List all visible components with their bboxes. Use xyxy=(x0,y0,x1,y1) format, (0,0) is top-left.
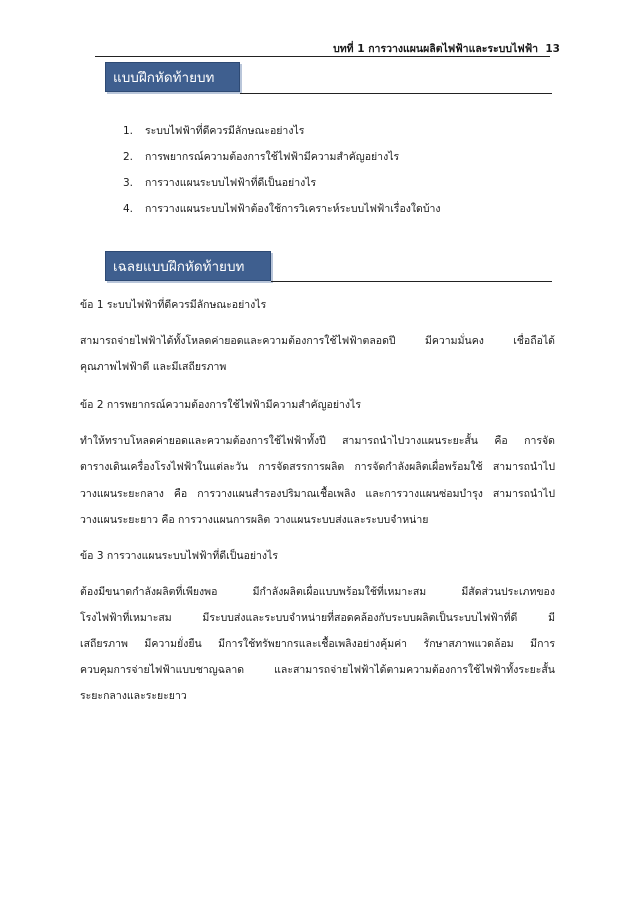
answer-2-question: ข้อ 2 การพยากรณ์ความต้องการใช้ไฟฟ้ามีความสำคัญอย่างไร xyxy=(80,399,361,411)
chapter-title: บทที่ 1 การวางแผนผลิตไฟฟ้าและระบบไฟฟ้า xyxy=(333,43,539,55)
header-divider xyxy=(95,56,550,57)
item-text: การพยากรณ์ความต้องการใช้ไฟฟ้ามีความสำคัญอย่างไร xyxy=(145,151,400,163)
item-text: การวางแผนระบบไฟฟ้าต้องใช้การวิเคราะห์ระบบไฟฟ้าเรื่องใดบ้าง xyxy=(145,203,441,215)
answer-3-line-3: เสถียรภาพ มีความยั่งยืน มีการใช้ทรัพยากรและเชื้อเพลิงอย่างคุ้มค่า รักษาสภาพแวดล้อม มีการ xyxy=(80,638,555,650)
answer-2-line-3: วางแผนระยะกลาง คือ การวางแผนสำรองปริมาณเชื้อเพลิง และการวางแผนซ่อมบำรุง สามารถนำไป xyxy=(80,488,555,500)
answer-1-line-2: คุณภาพไฟฟ้าดี และมีเสถียรภาพ xyxy=(80,361,227,373)
item-number: 1. xyxy=(123,125,134,137)
exercise-section-title: แบบฝึกหัดท้ายบท xyxy=(113,70,215,86)
answer-3-line-2: โรงไฟฟ้าที่เหมาะสม มีระบบส่งและระบบจำหน่ายที่สอดคล้องกับระบบผลิตเป็นระบบไฟฟ้าที่ดี มี xyxy=(80,612,555,624)
exercise-section-divider xyxy=(240,93,552,94)
item-text: การวางแผนระบบไฟฟ้าที่ดีเป็นอย่างไร xyxy=(145,177,317,189)
exercise-list xyxy=(123,124,441,228)
answer-1-line-1: สามารถจ่ายไฟฟ้าได้ทั้งโหลดค่ายอดและความต้องการใช้ไฟฟ้าตลอดปี มีความมั่นคง เชื่อถือได้ xyxy=(80,335,555,347)
answer-2-line-1: ทำให้ทราบโหลดค่ายอดและความต้องการใช้ไฟฟ้าทั้งปี สามารถนำไปวางแผนระยะสั้น คือ การจัด xyxy=(80,435,555,447)
answer-3-line-5: ระยะกลางและระยะยาว xyxy=(80,690,187,702)
page-header xyxy=(333,40,560,57)
answer-2-line-4: วางแผนระยะยาว คือ การวางแผนการผลิต วางแผนระบบส่งและระบบจำหน่าย xyxy=(80,514,429,526)
answer-section-divider xyxy=(271,281,552,282)
answer-section-banner xyxy=(105,251,271,281)
item-number: 2. xyxy=(123,151,134,163)
item-text: ระบบไฟฟ้าที่ดีควรมีลักษณะอย่างไร xyxy=(145,125,305,137)
answer-2-line-2: ตารางเดินเครื่องโรงไฟฟ้าในแต่ละวัน การจัดสรรการผลิต การจัดกำลังผลิตเผื่อพร้อมใช้ สามารถนำไป xyxy=(80,461,555,473)
list-item xyxy=(123,124,441,150)
list-item xyxy=(123,176,441,202)
item-number: 3. xyxy=(123,177,134,189)
answer-3-line-1: ต้องมีขนาดกำลังผลิตที่เพียงพอ มีกำลังผลิตเผื่อแบบพร้อมใช้ที่เหมาะสม มีสัดส่วนประเภทของ xyxy=(80,586,555,598)
answer-section-title: เฉลยแบบฝึกหัดท้ายบท xyxy=(113,259,245,275)
list-item xyxy=(123,150,441,176)
exercise-section-banner xyxy=(105,62,240,92)
list-item xyxy=(123,202,441,228)
page-number: 13 xyxy=(545,43,560,55)
answer-3-question: ข้อ 3 การวางแผนระบบไฟฟ้าที่ดีเป็นอย่างไร xyxy=(80,550,278,562)
answer-3-line-4: ควบคุมการจ่ายไฟฟ้าแบบชาญฉลาด และสามารถจ่ายไฟฟ้าได้ตามความต้องการใช้ไฟฟ้าทั้งระยะสั้น xyxy=(80,664,555,676)
answer-1-question: ข้อ 1 ระบบไฟฟ้าที่ดีควรมีลักษณะอย่างไร xyxy=(80,299,267,311)
item-number: 4. xyxy=(123,203,134,215)
